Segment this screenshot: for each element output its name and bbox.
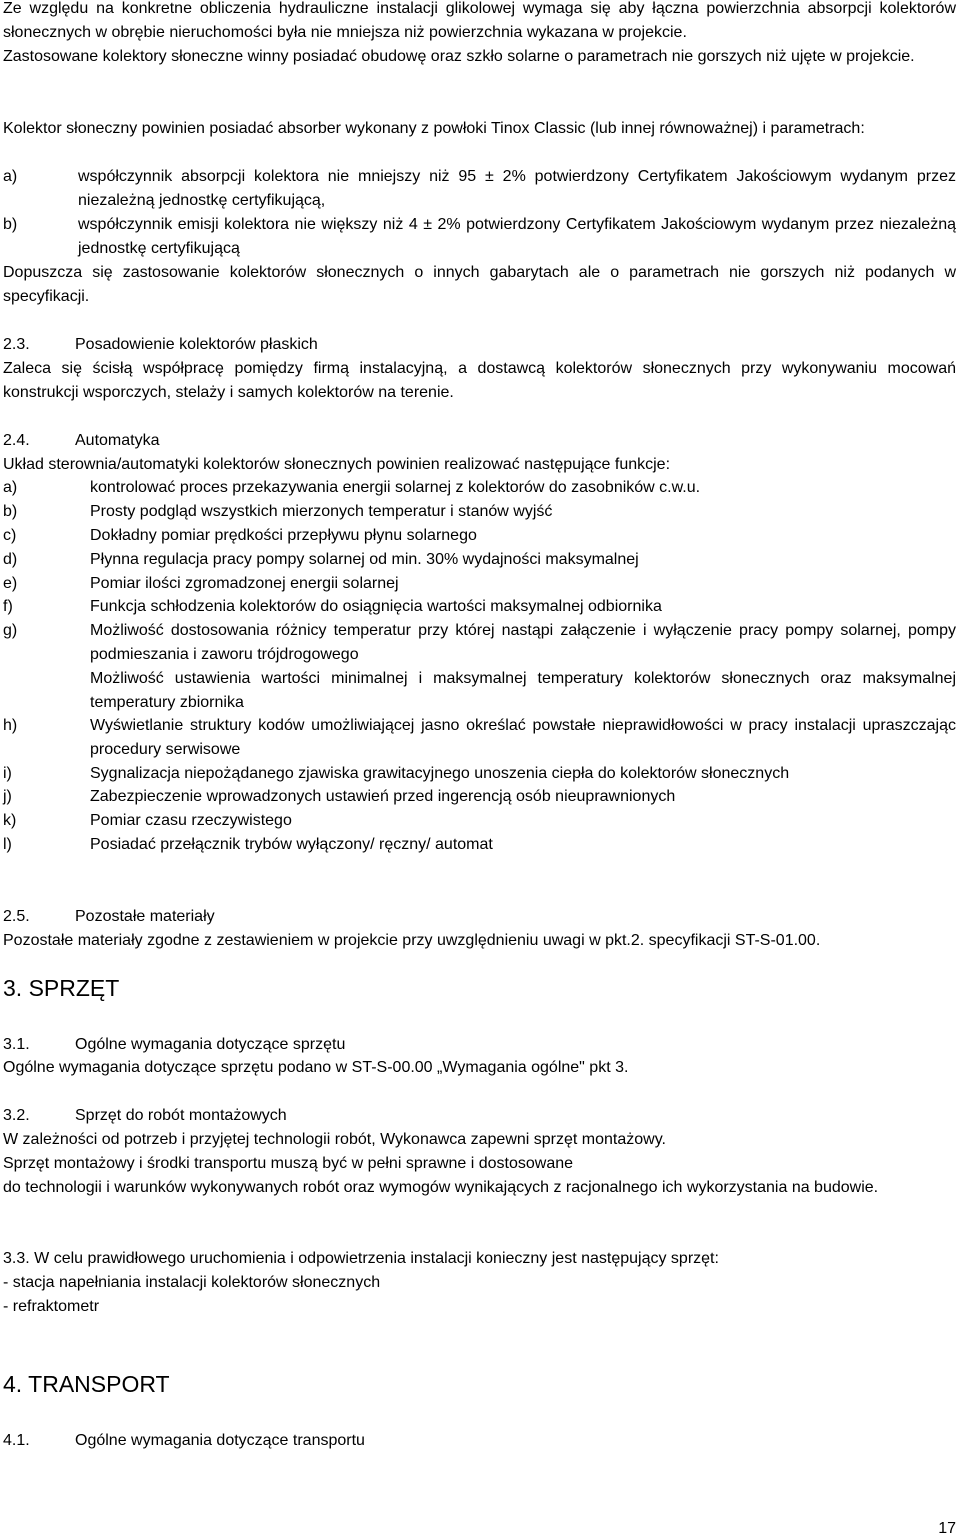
section-heading-3-3 [3, 1247, 719, 1271]
list-text: Prosty podgląd wszystkich mierzonych temperatur i stanów wyjść [90, 503, 553, 520]
list-text: kontrolować proces przekazywania energii solarnej z kolektorów do zasobników c.w.u. [90, 479, 701, 496]
list-label: f) [3, 598, 13, 615]
paragraph-collector-absorber: Kolektor słoneczny powinien posiadać absorber wykonany z powłoki Tinox Classic (lub innej równoważnej) i parametrach: [3, 120, 865, 137]
list-text: Pomiar ilości zgromadzonej energii solarnej [90, 575, 399, 592]
section-heading-2-3 [3, 333, 318, 357]
section-title: Ogólne wymagania dotyczące transportu [75, 1432, 365, 1449]
section-heading-3-1 [3, 1033, 345, 1057]
list-label: l) [3, 836, 12, 853]
list-label: a) [3, 479, 18, 496]
list-label: h) [3, 717, 18, 734]
list-text: Zabezpieczenie wprowadzonych ustawień przed ingerencją osób nieuprawnionych [90, 788, 676, 805]
section-title: Ogólne wymagania dotyczące sprzętu [75, 1036, 346, 1053]
section-number: 2.3. [3, 336, 30, 353]
section-title: Pozostałe materiały [75, 908, 215, 925]
list-label: g) [3, 622, 18, 639]
list-label: i) [3, 765, 12, 782]
list-label: e) [3, 575, 18, 592]
chapter-heading-transport: 4. TRANSPORT [3, 1371, 170, 1397]
section-number: 2.4. [3, 432, 30, 449]
section-number: 4.1. [3, 1432, 30, 1449]
chapter-heading-sprzet: 3. SPRZĘT [3, 975, 120, 1001]
list-label: k) [3, 812, 17, 829]
list-label: c) [3, 527, 17, 544]
equipment-item: - refraktometr [3, 1298, 100, 1315]
list-label: b) [3, 216, 18, 233]
section-3-2-line-1: W zależności od potrzeb i przyjętej technologii robót, Wykonawca zapewni sprzęt montażowy. [3, 1131, 666, 1148]
section-title: Automatyka [75, 432, 160, 449]
paragraph-collector-housing: Zastosowane kolektory słoneczne winny posiadać obudowę oraz szkło solarne o parametrach nie gorszych niż ujęte w projekcie. [3, 48, 915, 65]
list-text: Sygnalizacja niepożądanego zjawiska grawitacyjnego unoszenia ciepła do kolektorów słonecznych [90, 765, 790, 782]
list-label: b) [3, 503, 18, 520]
list-text: Wyświetlanie struktury kodów umożliwiającej jasno określać powstałe nieprawidłowości w pracy instalacji upraszczając procedury serwisowe [90, 717, 956, 758]
section-2-4-intro: Układ sterownia/automatyki kolektorów słonecznych powinien realizować następujące funkcje: [3, 456, 671, 473]
list-text: współczynnik absorpcji kolektora nie mniejszy niż 95 ± 2% potwierdzony Certyfikatem Jakościowym wydanym przez niezależną jednostkę certyfikującą, [78, 168, 956, 209]
list-text: Dokładny pomiar prędkości przepływu płynu solarnego [90, 527, 477, 544]
equipment-item: - stacja napełniania instalacji kolektorów słonecznych [3, 1274, 381, 1291]
paragraph-absorption-area: Ze względu na konkretne obliczenia hydrauliczne instalacji glikolowej wymaga się aby łączna powierzchnia absorpcji kolektorów słonecznych w obrębie nieruchomości była nie mniejsza niż powierzchnia wykazana w projekcie. [3, 0, 956, 41]
list-text: Możliwość ustawienia wartości minimalnej i maksymalnej temperatury kolektorów słonecznych oraz maksymalnej temperatury zbiornika [90, 670, 956, 711]
list-text: współczynnik emisji kolektora nie większy niż 4 ± 2% potwierdzony Certyfikatem Jakościowym wydanym przez niezależną jednostkę certyfikującą [78, 216, 956, 257]
section-number: 3.3. [3, 1250, 30, 1267]
list-label: a) [3, 168, 18, 185]
list-label: j) [3, 788, 12, 805]
section-text: W celu prawidłowego uruchomienia i odpowietrzenia instalacji konieczny jest następujący sprzęt: [34, 1250, 719, 1267]
section-3-2-line-2: Sprzęt montażowy i środki transportu muszą być w pełni sprawne i dostosowane [3, 1155, 574, 1172]
section-title: Posadowienie kolektorów płaskich [75, 336, 318, 353]
page-number: 17 [938, 1520, 956, 1537]
section-heading-2-5 [3, 905, 215, 929]
list-label: d) [3, 551, 18, 568]
section-heading-4-1 [3, 1429, 365, 1453]
section-number: 3.2. [3, 1107, 30, 1124]
section-2-3-text: Zaleca się ścisłą współpracę pomiędzy firmą instalacyjną, a dostawcą kolektorów słonecznych przy wykonywaniu mocowań konstrukcji wsporczych, stelaży i samych kolektorów na terenie. [3, 360, 956, 401]
section-3-2-line-3: do technologii i warunków wykonywanych robót oraz wymogów wynikających z racjonalnego ich wykorzystania na budowie. [3, 1179, 879, 1196]
list-text: Możliwość dostosowania różnicy temperatur przy której nastąpi załączenie i wyłączenie pracy pompy solarnej, pompy podmieszania i zaworu trójdrogowego [90, 622, 956, 663]
list-text: Płynna regulacja pracy pompy solarnej od min. 30% wydajności maksymalnej [90, 551, 639, 568]
list-text: Pomiar czasu rzeczywistego [90, 812, 292, 829]
section-number: 3.1. [3, 1036, 30, 1053]
section-3-1-text: Ogólne wymagania dotyczące sprzętu podano w ST-S-00.00 „Wymagania ogólne" pkt 3. [3, 1059, 629, 1076]
section-2-5-text: Pozostałe materiały zgodne z zestawieniem w projekcie przy uwzględnieniu uwagi w pkt.2. specyfikacji ST-S-01.00. [3, 932, 821, 949]
paragraph-alternative-collectors: Dopuszcza się zastosowanie kolektorów słonecznych o innych gabarytach ale o parametrach nie gorszych niż podanych w specyfikacji. [3, 264, 956, 305]
section-heading-3-2 [3, 1104, 287, 1128]
section-title: Sprzęt do robót montażowych [75, 1107, 287, 1124]
section-heading-2-4 [3, 429, 159, 453]
list-text: Posiadać przełącznik trybów wyłączony/ ręczny/ automat [90, 836, 493, 853]
section-number: 2.5. [3, 908, 30, 925]
list-text: Funkcja schłodzenia kolektorów do osiągnięcia wartości maksymalnej odbiornika [90, 598, 662, 615]
